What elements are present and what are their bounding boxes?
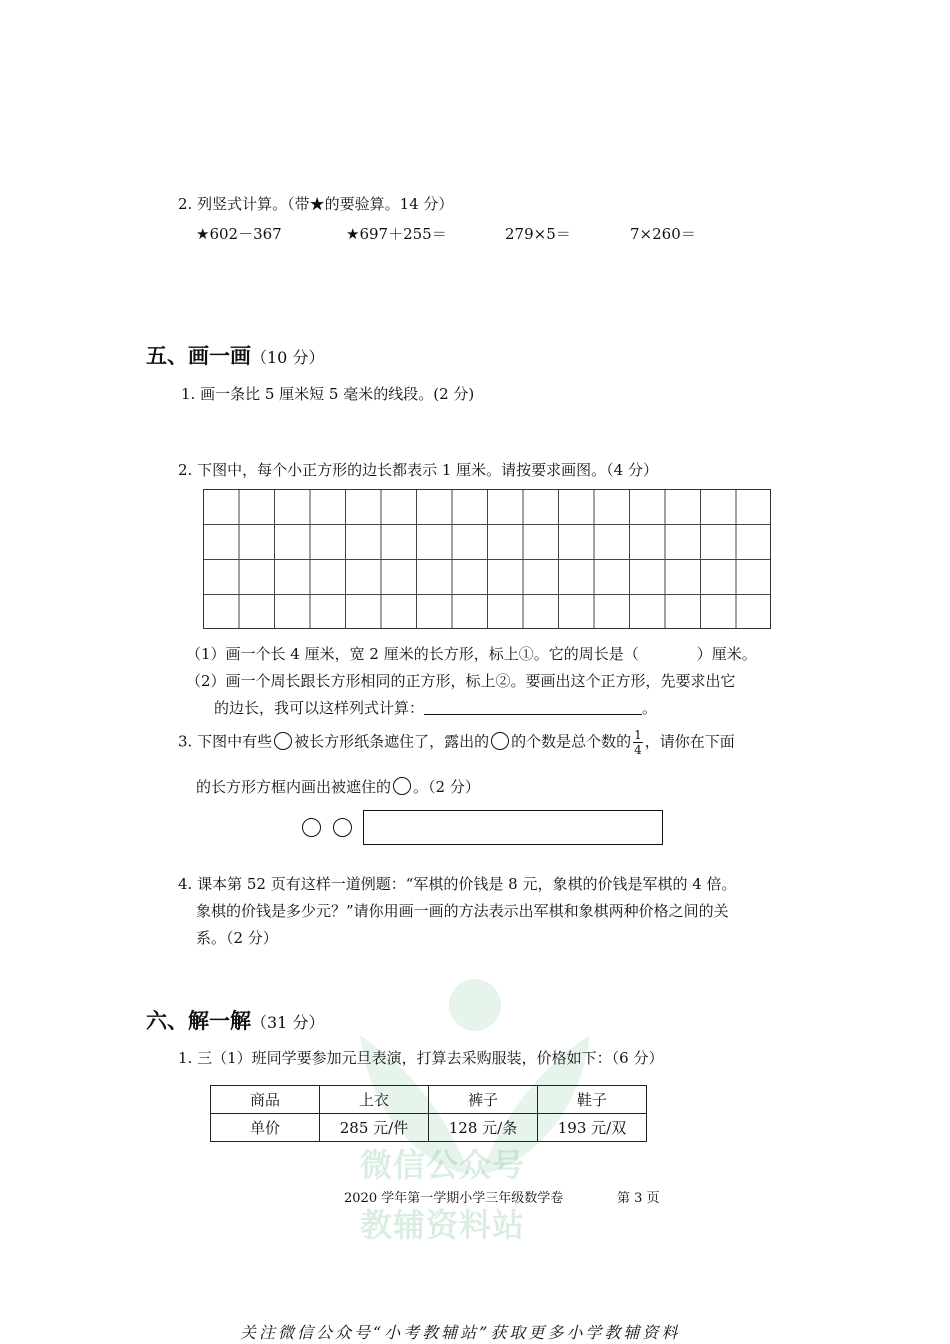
- q3-text-d: ，请你在下面: [644, 732, 735, 751]
- question-draw-line: 1. 画一条比 5 厘米短 5 毫米的线段。(2 分): [181, 385, 475, 403]
- table-header-cell: 上衣: [320, 1086, 429, 1114]
- table-row: [211, 1114, 647, 1142]
- visible-circle-1: [302, 818, 321, 837]
- question-chess-line3: 系。（2 分）: [196, 929, 278, 947]
- grid-subquestion-1: [186, 643, 757, 664]
- price-table: [210, 1085, 647, 1142]
- section-5-points: （10 分）: [251, 348, 325, 367]
- question-grid-title: 2. 下图中，每个小正方形的边长都表示 1 厘米。请按要求画图。（4 分）: [178, 461, 658, 479]
- q3-text-c: 的个数是总个数的: [511, 732, 632, 751]
- footer-exam-title: 2020 学年第一学期小学三年级数学卷: [344, 1191, 564, 1206]
- calc-item-4: 7×260＝: [630, 225, 696, 243]
- logo-head: [449, 979, 501, 1031]
- q3-text-a: 3. 下图中有些: [178, 732, 273, 751]
- question-hidden-circles: [178, 728, 735, 757]
- q3-text-b: 被长方形纸条遮住了，露出的: [294, 732, 490, 751]
- q3-line2-text-b: 。（2 分）: [413, 778, 480, 796]
- section-5-title: 五、画一画: [146, 343, 251, 368]
- visible-circle-2: [333, 818, 352, 837]
- table-header-cell: 裤子: [429, 1086, 538, 1114]
- question-hidden-circles-line2: [196, 776, 480, 797]
- section-6-title: 六、解一解: [146, 1008, 251, 1033]
- fraction-one-quarter: [633, 728, 643, 757]
- table-cell: 128 元/条: [429, 1114, 538, 1142]
- circle-icon: [393, 777, 411, 795]
- section-5-heading: [146, 340, 324, 370]
- table-header-cell: 商品: [211, 1086, 320, 1114]
- section-6-points: （31 分）: [251, 1013, 325, 1032]
- question-chess-line1: 4. 课本第 52 页有这样一道例题：“军棋的价钱是 8 元，象棋的价钱是军棋的 4 倍。: [178, 875, 737, 893]
- q3-line2-text-a: 的长方形方框内画出被遮住的: [196, 778, 392, 796]
- fraction-numerator: 1: [634, 728, 642, 742]
- subquestion-1-unit: ）厘米。: [696, 645, 757, 663]
- grid-subquestion-2: （2）画一个周长跟长方形相同的正方形，标上②。要画出这个正方形，先要求出它: [186, 672, 736, 690]
- bottom-promo-note: 关注微信公众号“小考教辅站”获取更多小学教辅资料: [240, 1323, 681, 1342]
- table-header-cell: 鞋子: [538, 1086, 647, 1114]
- watermark-text-1: 微信公众号: [360, 1146, 526, 1184]
- table-cell: 285 元/件: [320, 1114, 429, 1142]
- calc-item-2: ★697＋255＝: [346, 225, 447, 243]
- question-vertical-calc-title: 2. 列竖式计算。（带★的要验算。14 分）: [178, 195, 454, 213]
- question-chess-line2: 象棋的价钱是多少元？”请你用画一画的方法表示出军棋和象棋两种价格之间的关: [196, 902, 729, 920]
- calc-item-1: ★602－367: [196, 225, 282, 243]
- side-length-answer-blank[interactable]: [424, 700, 642, 715]
- subquestion-1-text: （1）画一个长 4 厘米，宽 2 厘米的长方形，标上①。它的周长是（: [186, 645, 639, 663]
- table-cell: 193 元/双: [538, 1114, 647, 1142]
- footer-page-number: 第 3 页: [617, 1191, 660, 1206]
- grid-subquestion-2-line2: [214, 697, 657, 718]
- subquestion-2-text: 的边长，我可以这样列式计算：: [214, 699, 425, 717]
- question-costume-purchase: 1. 三（1）班同学要参加元旦表演，打算去采购服装，价格如下：（6 分）: [178, 1049, 664, 1067]
- subquestion-2-end: 。: [642, 699, 658, 717]
- fraction-denominator: 4: [634, 743, 642, 757]
- watermark-text-2: 教辅资料站: [360, 1206, 526, 1244]
- square-grid[interactable]: [203, 489, 771, 629]
- table-cell: 单价: [211, 1114, 320, 1142]
- circle-icon: [491, 732, 509, 750]
- calc-item-3: 279×5＝: [505, 225, 571, 243]
- table-row: [211, 1086, 647, 1114]
- paper-strip-box[interactable]: [363, 810, 663, 845]
- section-6-heading: [146, 1005, 324, 1035]
- circle-icon: [274, 732, 292, 750]
